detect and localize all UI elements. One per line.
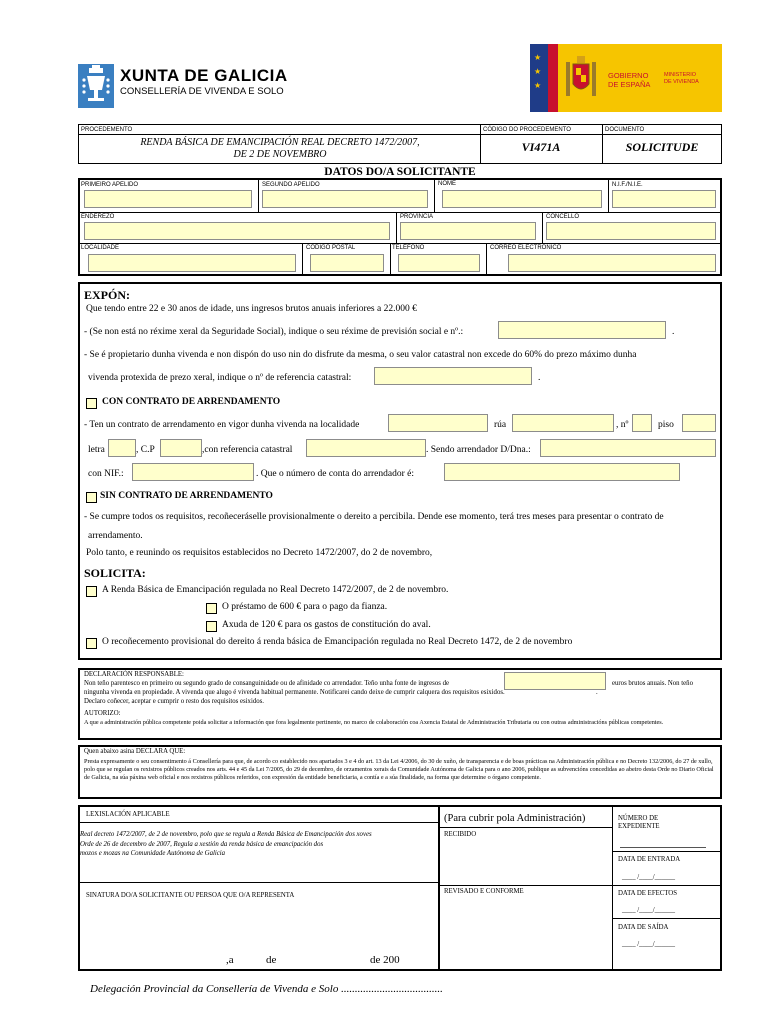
expon-line4-end: . <box>538 373 541 383</box>
codigo-label: CÓDIGO DO PROCEDEMENTO <box>483 127 571 133</box>
date-comma-a: ,a <box>226 954 234 966</box>
primeiro-apelido-input[interactable] <box>84 190 252 208</box>
codigo-postal-input[interactable] <box>310 254 384 272</box>
expon-line2: - (Se non está no réxime xeral da Seguridade Social), indique o seu réxime de previsión social e nº.: <box>84 327 464 337</box>
catastral-ref-input[interactable] <box>374 367 532 385</box>
social-regime-input[interactable] <box>498 321 666 339</box>
declaracion-title: DECLARACIÓN RESPONSABLE: <box>84 671 184 678</box>
enderezo-label: ENDEREZO <box>81 214 115 220</box>
applicant-section-title: DATOS DO/A SOLICITANTE <box>324 166 476 178</box>
localidade-vivenda-input[interactable] <box>388 414 488 432</box>
piso-label: piso <box>658 420 674 430</box>
eu-stars-strip <box>530 44 548 112</box>
num-input[interactable] <box>632 414 652 432</box>
conta-label: . Que o número de conta do arrendador é: <box>256 469 415 479</box>
solicita-opt3-checkbox[interactable] <box>206 621 217 632</box>
declaracion-line1a: Non teño parentesco en primeiro ou segundo grado de consanguinidade ou de afinidade co arrendador. Teño unha fonte de ingresos de <box>84 680 449 687</box>
gobierno-logo <box>530 44 722 112</box>
telefono-input[interactable] <box>398 254 480 272</box>
piso-input[interactable] <box>682 414 716 432</box>
sin-line2: arrendamento. <box>88 531 143 541</box>
declaracion-line2: ningunha vivenda en propiedade. A vivenda que alugo é vivenda habitual permanente. Notificarei cando deixe de cumprir calquera dos requisitos esixidos. <box>84 689 505 696</box>
declaracion-line3: Declaro coñecer, aceptar e cumprir o resto dos requisitos esixidos. <box>84 698 264 705</box>
rua-input[interactable] <box>512 414 614 432</box>
data-entrada-label: DATA DE ENTRADA <box>618 856 681 863</box>
num-expediente-2: EXPEDIENTE <box>618 823 660 830</box>
con-contrato-checkbox[interactable] <box>86 398 97 409</box>
correo-input[interactable] <box>508 254 716 272</box>
autorizo-text: A que a administración pública competente poida solicitar a información que fora legalmente pertinente, no marco de colaboración coa Axencia Estatal de Administración Tributaria ou con outras administracións públicas competentes. <box>84 719 664 726</box>
num-expediente-1: NÚMERO DE <box>618 815 659 822</box>
solicita-title: SOLICITA: <box>84 566 146 580</box>
nif-label: N.I.F./N.I.E. <box>612 182 643 188</box>
provincia-input[interactable] <box>400 222 536 240</box>
date-de: de <box>266 954 277 966</box>
gobierno-line2: DE ESPAÑA <box>608 80 651 89</box>
svg-text:★: ★ <box>534 53 542 62</box>
revisado-label: REVISADO E CONFORME <box>444 888 524 895</box>
ingresos-input[interactable] <box>504 672 606 690</box>
ministry-line1: MINISTERIO <box>664 72 697 78</box>
gobierno-line1: GOBIERNO <box>608 71 649 80</box>
declara-title: Quen abaixo asina DECLARA QUE: <box>84 748 186 755</box>
nome-input[interactable] <box>442 190 602 208</box>
ref-catastral-label: ,con referencia catastral <box>202 445 293 455</box>
delegacion-line: Delegación Provincial da Consellería de Vivenda e Solo ..................................... <box>90 983 443 995</box>
concello-label: CONCELLO <box>546 214 580 220</box>
expon-title: EXPÓN: <box>84 288 130 302</box>
enderezo-input[interactable] <box>84 222 390 240</box>
con-contrato-label: CON CONTRATO DE ARRENDAMENTO <box>102 397 281 407</box>
segundo-apelido-input[interactable] <box>262 190 428 208</box>
codigo-postal-label: CÓDIGO POSTAL <box>306 245 356 251</box>
arrendador-input[interactable] <box>540 439 716 457</box>
eu-stars-icon <box>530 44 548 112</box>
xunta-shield-icon <box>78 64 114 108</box>
expon-line1: Que tendo entre 22 e 30 anos de idade, uns ingresos brutos anuais inferiores a 22.000 € <box>86 304 417 314</box>
sinatura-label: SINATURA DO/A SOLICITANTE OU PERSOA QUE O/A REPRESENTA <box>86 892 295 899</box>
declara-text: Presta expresamente o seu consentimento á Consellería para que, de acordo co establecido nos apartados 3 e 4 do art. 13 da Lei 4/2006, do 30 de xuño, de transparencia e de boas prácticas na Administración pública e no Decreto 132/2006, do 27 de xullo, polo que se regulan os rexistros públicos creados nos arts. 44 e 45 da Lei 7/2005, do 29 de decembro, de orzamentos xerais da Comunidade Autónoma de Galicia para o ano 2006, publique as subvencións concedidas ao abeiro desta Orde no Diario Oficial de Galicia, na súa páxina web oficial e nos rexistros públicos referidos, con expresión da entidade beneficiaria, a contía e a súa finalidade, na forma que determine o órgano competente. <box>84 758 714 781</box>
nome-label: NOME <box>438 181 456 187</box>
correo-label: CORREO ELECTRÓNICO <box>490 245 562 251</box>
data-entrada-value[interactable]: ____ /____/______ <box>622 874 676 881</box>
num-label: , nº <box>616 420 629 430</box>
admin-title: (Para cubrir pola Administración) <box>444 813 586 824</box>
rua-label: rúa <box>494 420 507 430</box>
procedure-title-2: DE 2 DE NOVEMBRO <box>233 149 327 160</box>
solicita-opt1-label: A Renda Básica de Emancipación regulada no Real Decreto 1472/2007, de 2 de novembro. <box>102 585 449 595</box>
xunta-logo <box>78 64 114 108</box>
sin-line1: - Se cumpre todos os requisitos, recoñeceráselle provisionalmente o dereito a percibila. Dende ese momento, terá tres meses para presentar o contrato de <box>84 512 664 522</box>
svg-text:★: ★ <box>534 81 542 90</box>
solicita-opt2-checkbox[interactable] <box>206 603 217 614</box>
data-saida-label: DATA DE SAÍDA <box>618 924 669 931</box>
procedure-title-1: RENDA BÁSICA DE EMANCIPACIÓN REAL DECRETO 1472/2007, <box>140 137 420 148</box>
conta-input[interactable] <box>444 463 680 481</box>
ministry-line2: DE VIVIENDA <box>664 79 699 85</box>
arrendador-nif-input[interactable] <box>132 463 254 481</box>
lexislacion-1: Real decreto 1472/2007, de 2 de novembro, polo que se regula a Renda Básica de Emancipación dos xoves <box>80 831 372 838</box>
concello-input[interactable] <box>546 222 716 240</box>
svg-text:★: ★ <box>534 67 542 76</box>
sin-contrato-checkbox[interactable] <box>86 492 97 503</box>
con-nif-label: con NIF.: <box>88 469 124 479</box>
expon-line2-end: . <box>672 327 675 337</box>
data-saida-value[interactable]: ____ /____/______ <box>622 941 676 948</box>
procedimento-label: PROCEDEMENTO <box>81 127 133 133</box>
solicita-opt4-label: O recoñecemento provisional do dereito á renda básica de Emancipación regulada no Real Decreto 1472, de 2 de novembro <box>102 637 573 647</box>
ref-catastral-input[interactable] <box>306 439 426 457</box>
data-efectos-label: DATA DE EFECTOS <box>618 890 677 897</box>
autorizo-title: AUTORIZO: <box>84 710 121 717</box>
localidade-input[interactable] <box>88 254 296 272</box>
solicita-opt2-label: O préstamo de 600 € para o pago da fianza. <box>222 602 388 612</box>
signature-area[interactable] <box>82 904 434 950</box>
spain-coat-of-arms-icon <box>564 54 598 104</box>
provincia-label: PROVINCIA <box>400 214 434 220</box>
segundo-apelido-label: SEGUNDO APELIDO <box>262 182 320 188</box>
procedure-code: VI471A <box>521 140 561 154</box>
solicita-opt3-label: Axuda de 120 € para os gastos de constitución do aval. <box>222 620 431 630</box>
contrato-line1: - Ten un contrato de arrendamento en vigor dunha vivenda na localidade <box>84 420 360 430</box>
lexislacion-3: mozos e mozas na Comunidade Autónoma de Galicia <box>80 850 226 857</box>
document-type: SOLICITUDE <box>625 140 699 154</box>
cp-input[interactable] <box>160 439 202 457</box>
nif-input[interactable] <box>612 190 716 208</box>
declaracion-line1b: euros brutos anuais. Non teño <box>612 680 693 687</box>
solicita-opt4-checkbox[interactable] <box>86 638 97 649</box>
cp-label: , C.P <box>136 445 155 455</box>
arrendador-label: . Sendo arrendador D/Dna.: <box>426 445 531 455</box>
expon-line4: vivenda protexida de prezo xeral, indique o nº de referencia catastral: <box>88 373 352 383</box>
recibido-label: RECIBIDO <box>444 831 477 838</box>
data-efectos-value[interactable]: ____ /____/______ <box>622 907 676 914</box>
expon-line3: - Se é propietario dunha vivenda e non dispón do uso nin do disfrute da mesma, o seu valor catastral non excede do 60% do prezo máximo dunha <box>84 350 637 360</box>
sin-contrato-label: SIN CONTRATO DE ARRENDAMENTO <box>100 491 273 501</box>
solicita-opt1-checkbox[interactable] <box>86 586 97 597</box>
telefono-label: TELÉFONO <box>392 245 425 251</box>
lexislacion-2: Orde de 26 de decembro de 2007, Regula a xestión da renda básica de emancipación dos <box>80 841 324 848</box>
primeiro-apelido-label: PRIMEIRO APELIDO <box>81 182 139 188</box>
spain-stripe <box>548 44 558 112</box>
lexislacion-title: LEXISLACIÓN APLICABLE <box>86 811 170 818</box>
letra-input[interactable] <box>108 439 136 457</box>
date-de200: de 200 <box>370 954 400 966</box>
localidade-label: LOCALIDADE <box>81 245 120 251</box>
documento-label: DOCUMENTO <box>605 127 645 133</box>
letra-label: letra <box>88 445 105 455</box>
declaracion-line2-end: . <box>596 689 598 696</box>
xunta-title: XUNTA DE GALICIA <box>120 66 288 85</box>
sin-line3: Polo tanto, e reunindo os requisitos establecidos no Decreto 1472/2007, do 2 de novembro, <box>86 548 433 558</box>
xunta-subtitle: CONSELLERÍA DE VIVENDA E SOLO <box>120 86 284 97</box>
